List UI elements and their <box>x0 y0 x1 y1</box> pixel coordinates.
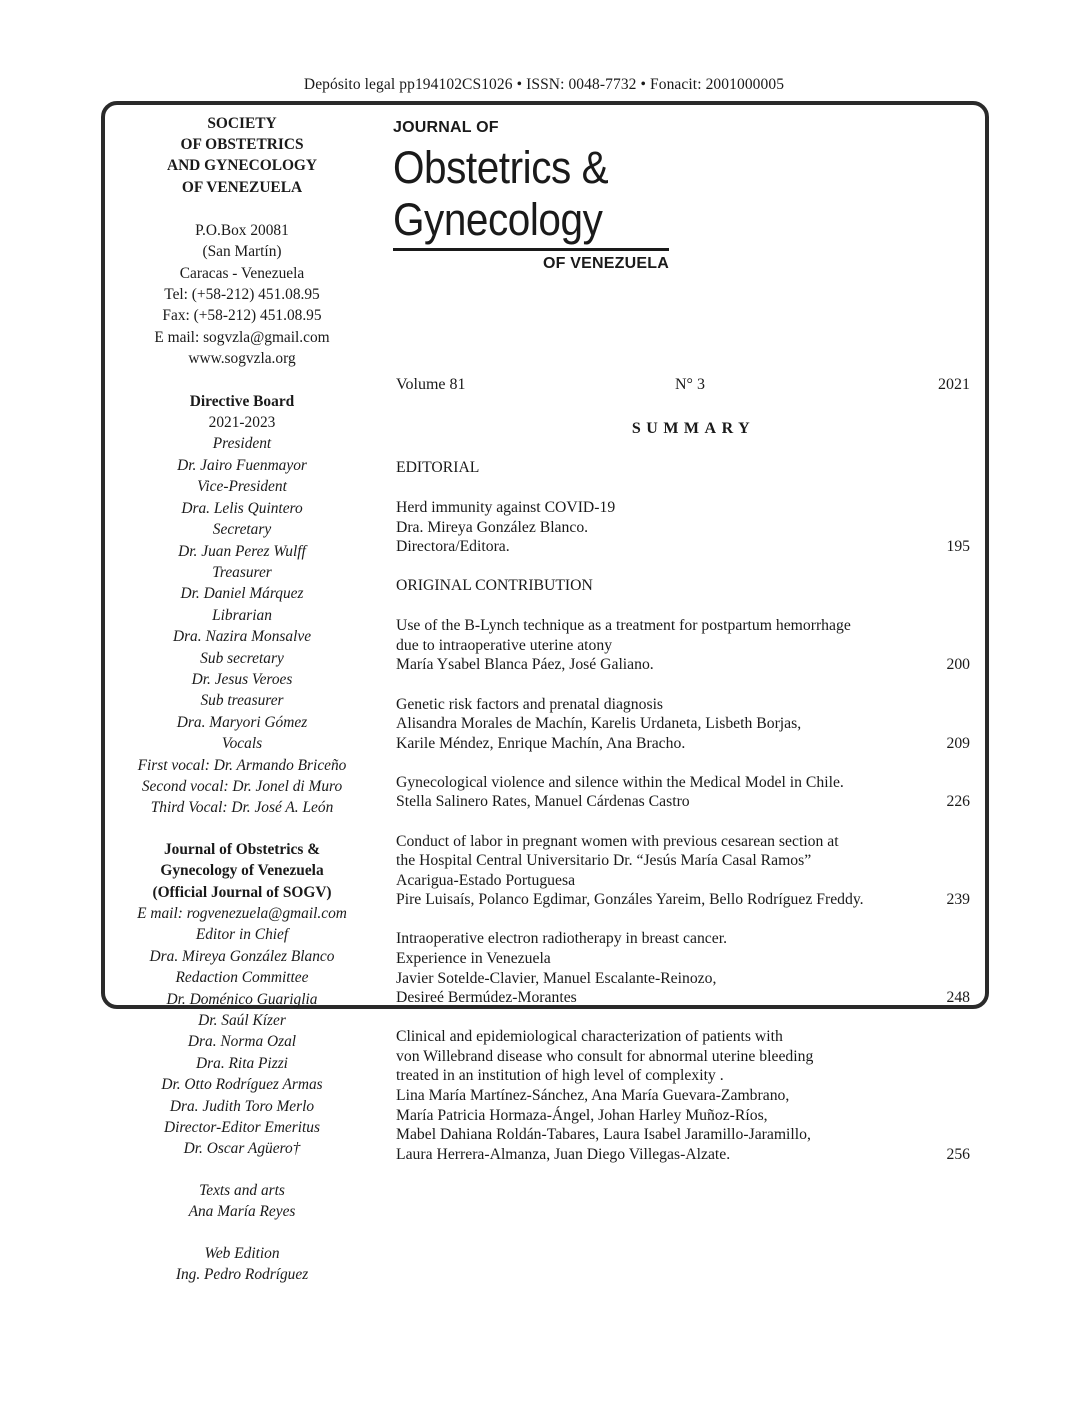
legal-deposit-line: Depósito legal pp194102CS1026 • ISSN: 0048-7732 • Fonacit: 2001000005 <box>303 76 785 93</box>
editor-title: Editor in Chief <box>195 926 289 944</box>
journal-name-line: Gynecology of Venezuela <box>160 862 324 880</box>
summary-title: SUMMARY <box>631 420 756 437</box>
entry-page: 209 <box>946 734 970 752</box>
redaction-member: Dra. Judith Toro Merlo <box>169 1097 315 1115</box>
society-line: SOCIETY <box>207 115 277 132</box>
toc-entry[interactable] <box>396 773 971 812</box>
entry-author: Dra. Mireya González Blanco. <box>396 518 589 536</box>
board-role: Librarian <box>212 606 272 624</box>
entry-title: Genetic risk factors and prenatal diagnosis <box>396 695 664 713</box>
entry-title: Acarigua-Estado Portuguesa <box>396 871 576 889</box>
journal-email[interactable]: E mail: rogvenezuela@gmail.com <box>137 905 347 922</box>
entry-author: María Patricia Hormaza-Ángel, Johan Harley Muñoz-Ríos, <box>396 1106 768 1124</box>
board-member: Dr. Daniel Márquez <box>180 585 304 603</box>
address-line: Caracas - Venezuela <box>179 264 305 282</box>
sidebar <box>108 113 376 1286</box>
entry-author: Laura Herrera-Almanza, Juan Diego Villegas-Alzate. <box>396 1145 731 1163</box>
vocal-member: Second vocal: Dr. Jonel di Muro <box>141 777 343 795</box>
redaction-title: Redaction Committee <box>175 969 309 987</box>
address-line: (San Martín) <box>202 243 282 261</box>
web-name: Ing. Pedro Rodríguez <box>175 1266 309 1284</box>
entry-author: Desireé Bermúdez-Morantes <box>396 989 577 1007</box>
entry-author: María Ysabel Blanca Páez, José Galiano. <box>396 656 654 674</box>
entry-title: Intraoperative electron radiotherapy in breast cancer. <box>396 930 728 948</box>
entry-author: Pire Luisaís, Polanco Egdimar, Gonzáles Yareim, Bello Rodríguez Freddy. <box>396 891 864 909</box>
society-email[interactable]: E mail: sogvzla@gmail.com <box>154 328 330 346</box>
toc-entry[interactable] <box>396 616 971 675</box>
board-role: Secretary <box>212 521 272 539</box>
society-website[interactable]: www.sogvzla.org <box>188 350 296 368</box>
board-role: Sub treasurer <box>200 692 284 710</box>
editor-name: Dra. Mireya González Blanco <box>149 947 335 965</box>
address-line: P.O.Box 20081 <box>195 221 289 239</box>
entry-title: due to intraoperative uterine atony <box>396 636 613 654</box>
board-role: Vice-President <box>197 478 287 496</box>
board-member: Dra. Lelis Quintero <box>181 499 303 517</box>
entry-author: Directora/Editora. <box>396 538 510 556</box>
entry-page: 200 <box>946 656 970 674</box>
toc-entry[interactable] <box>396 695 971 754</box>
masthead-bottom: OF VENEZUELA <box>543 255 669 272</box>
board-years: 2021-2023 <box>208 414 276 432</box>
masthead-title-line2: Gynecology <box>393 194 603 245</box>
entry-page: 239 <box>946 891 970 909</box>
entry-title: Use of the B-Lynch technique as a treatment for postpartum hemorrhage <box>396 617 851 635</box>
entry-author: Karile Méndez, Enrique Machín, Ana Bracho. <box>396 734 686 752</box>
toc-entry[interactable] <box>396 1027 971 1164</box>
board-title: Directive Board <box>189 392 295 410</box>
redaction-member: Dra. Rita Pizzi <box>196 1054 288 1072</box>
board-member: Dra. Nazira Monsalve <box>172 628 312 646</box>
entry-title: Gynecological violence and silence within the Medical Model in Chile. <box>396 773 844 791</box>
entry-title: Clinical and epidemiological characterization of patients with <box>396 1028 783 1046</box>
issue-number: N° 3 <box>675 376 705 393</box>
emeritus-title: Director-Editor Emeritus <box>163 1119 320 1137</box>
entry-page: 195 <box>946 538 970 556</box>
entry-author: Lina María Martínez-Sánchez, Ana María Guevara-Zambrano, <box>396 1087 790 1105</box>
redaction-member: Dr. Otto Rodríguez Armas <box>161 1076 323 1094</box>
year: 2021 <box>938 376 970 393</box>
journal-name-line: (Official Journal of SOGV) <box>152 883 332 901</box>
address-block <box>108 220 376 370</box>
masthead-rule <box>393 248 669 251</box>
society-line: AND GYNECOLOGY <box>166 157 318 175</box>
journal-name-line: Journal of Obstetrics & <box>163 840 321 858</box>
journal-masthead <box>393 118 673 274</box>
texts-name: Ana María Reyes <box>188 1203 296 1221</box>
entry-author: Alisandra Morales de Machín, Karelis Urdaneta, Lisbeth Borjas, <box>396 715 802 733</box>
board-member: Dra. Maryori Gómez <box>176 713 308 731</box>
board-member: Dr. Jairo Fuenmayor <box>177 456 307 474</box>
section-heading-editorial: EDITORIAL <box>396 459 480 476</box>
society-name <box>108 113 376 198</box>
board-member: Dr. Jesus Veroes <box>191 670 293 688</box>
society-line: OF OBSTETRICS <box>180 136 304 154</box>
emeritus-name: Dr. Oscar Agüero† <box>183 1140 301 1158</box>
entry-title: treated in an institution of high level of complexity . <box>396 1067 724 1085</box>
toc-entry[interactable] <box>396 832 971 910</box>
entry-author: Javier Sotelde-Clavier, Manuel Escalante-Reinozo, <box>396 969 717 987</box>
section-heading-original: ORIGINAL CONTRIBUTION <box>396 577 593 595</box>
board-role: Treasurer <box>212 563 272 581</box>
society-line: OF VENEZUELA <box>181 178 303 196</box>
board-role: Sub secretary <box>200 649 284 667</box>
redaction-member: Dr. Saúl Kízer <box>198 1012 286 1030</box>
fax: Fax: (+58-212) 451.08.95 <box>162 307 322 325</box>
entry-author: Mabel Dahiana Roldán-Tabares, Laura Isabel Jaramillo-Jaramillo, <box>396 1126 811 1144</box>
entry-page: 256 <box>946 1145 970 1163</box>
board-member: Dr. Juan Perez Wulff <box>178 542 306 560</box>
toc-entry[interactable] <box>396 929 971 1007</box>
redaction-member: Dr. Doménico Guariglia <box>166 990 318 1008</box>
board-role: President <box>212 435 272 453</box>
vocal-member: First vocal: Dr. Armando Briceño <box>137 756 347 774</box>
entry-page: 248 <box>946 989 970 1007</box>
toc-entry[interactable] <box>396 498 971 557</box>
entry-page: 226 <box>946 793 970 811</box>
vocal-member: Third Vocal: Dr. José A. León <box>150 799 334 817</box>
masthead-title-line1: Obstetrics & <box>393 142 609 193</box>
entry-title: Conduct of labor in pregnant women with previous cesarean section at <box>396 832 839 850</box>
redaction-member: Dra. Norma Ozal <box>187 1033 297 1051</box>
issue-info <box>396 376 971 398</box>
entry-title: Experience in Venezuela <box>396 950 551 967</box>
vocals-title: Vocals <box>221 735 263 753</box>
entry-title: von Willebrand disease who consult for abnormal uterine bleeding <box>396 1047 814 1065</box>
web-title: Web Edition <box>204 1244 280 1262</box>
masthead-top: JOURNAL OF <box>393 119 499 136</box>
entry-title: the Hospital Central Universitario Dr. “Jesús María Casal Ramos” <box>396 852 812 870</box>
entry-title: Herd immunity against COVID-19 <box>396 499 616 516</box>
volume: Volume 81 <box>396 376 466 393</box>
phone: Tel: (+58-212) 451.08.95 <box>164 286 320 304</box>
texts-title: Texts and arts <box>199 1181 285 1199</box>
entry-author: Stella Salinero Rates, Manuel Cárdenas Castro <box>396 793 690 811</box>
table-of-contents <box>396 458 971 1184</box>
